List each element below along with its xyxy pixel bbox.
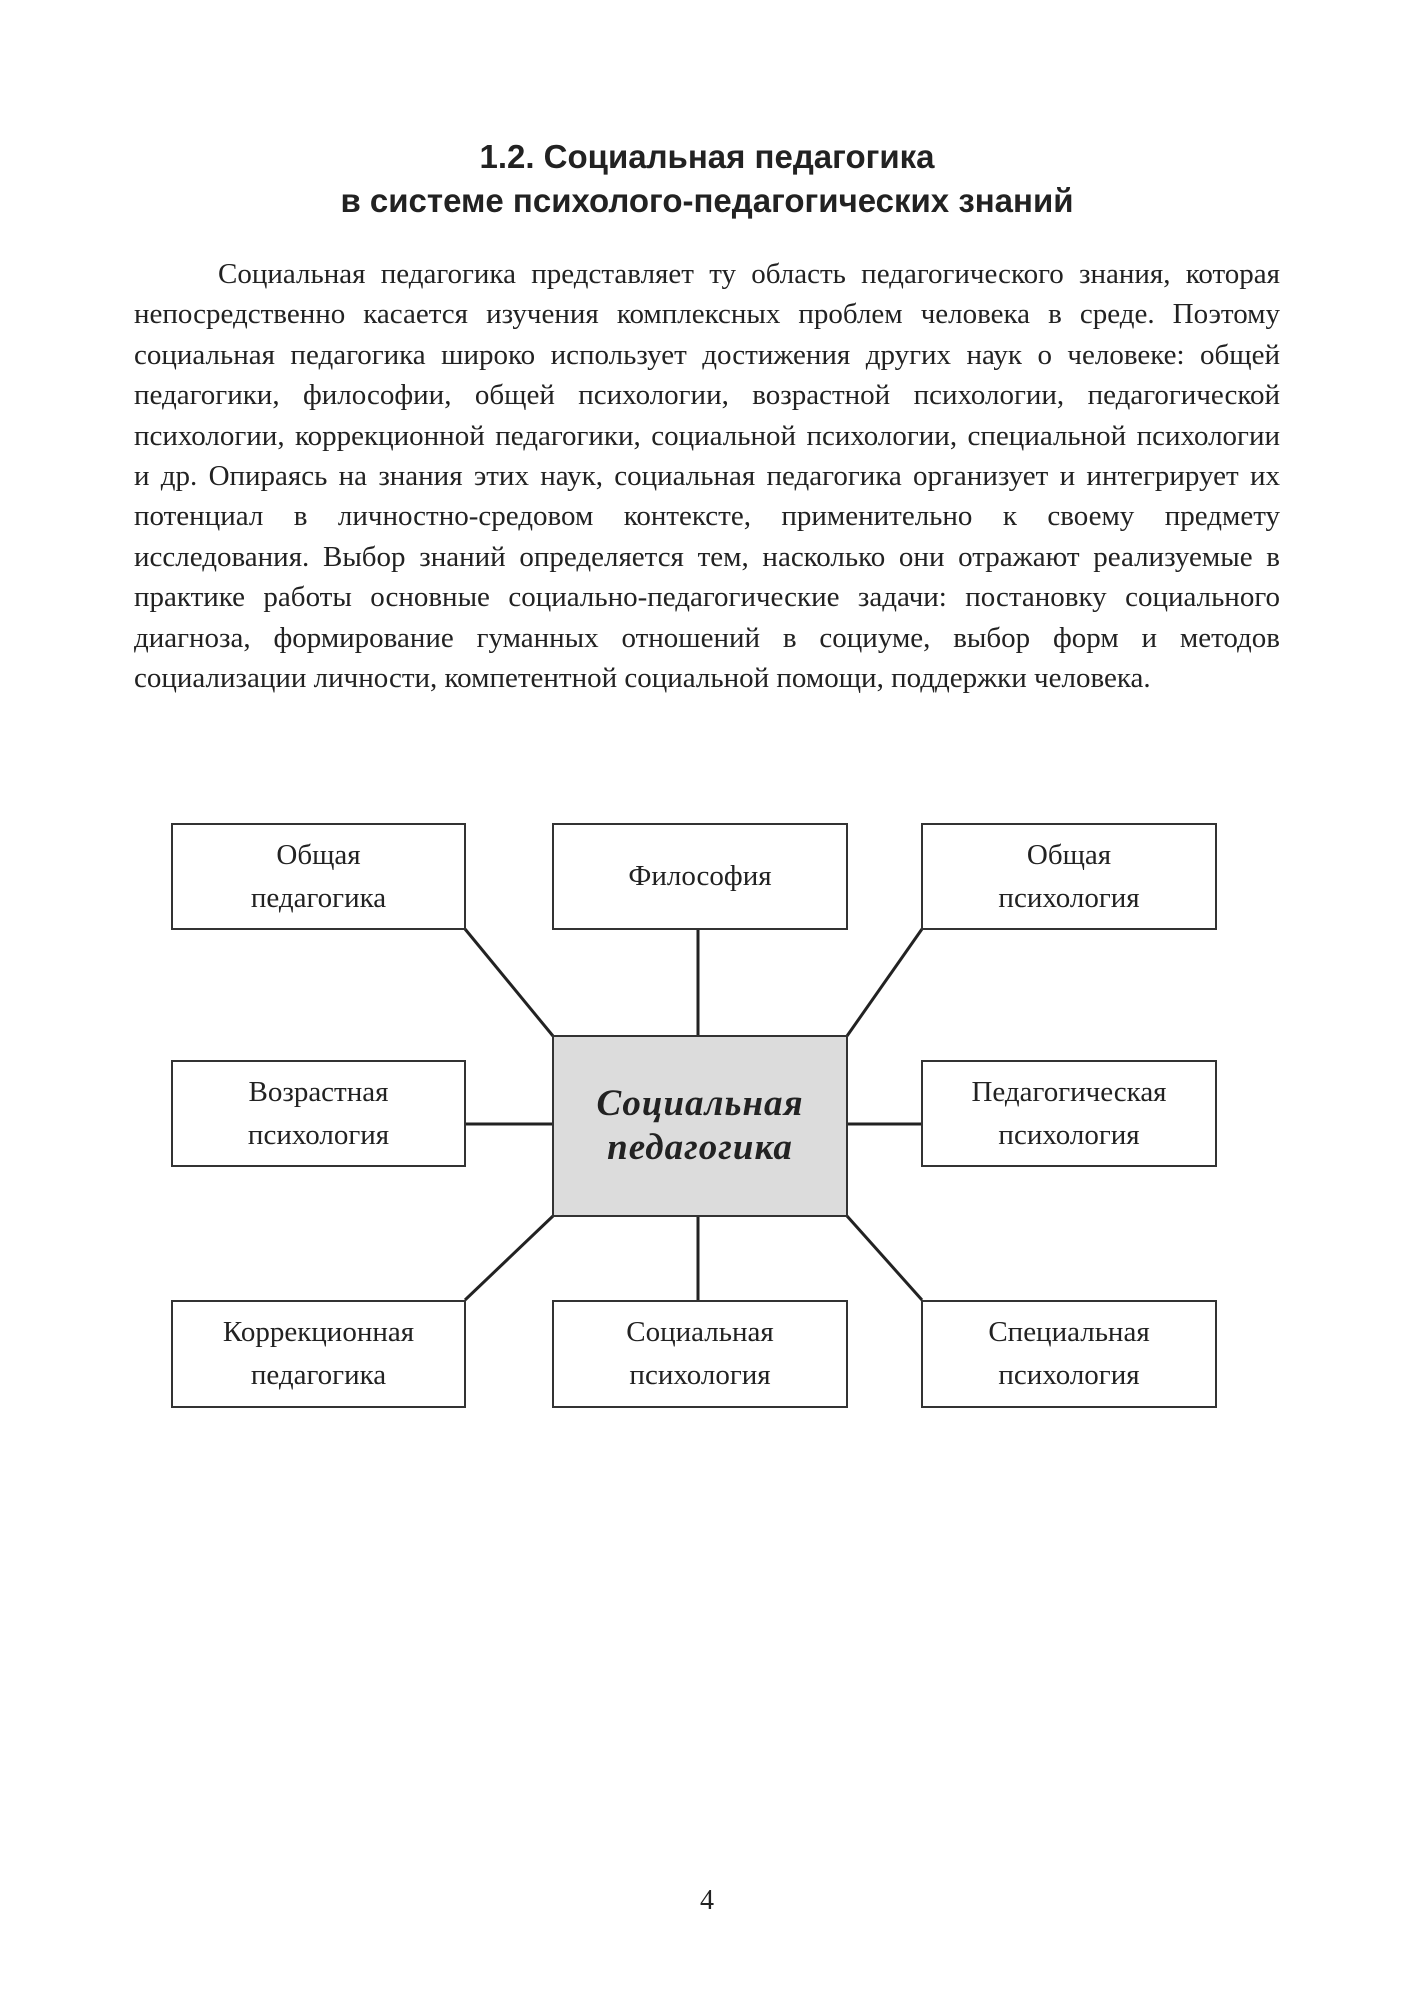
box-special-psychology-line2: психология bbox=[998, 1359, 1140, 1391]
center-line1: Социальная bbox=[596, 1083, 804, 1124]
section-title-line1: 1.2. Социальная педагогика bbox=[479, 138, 935, 175]
section-heading bbox=[0, 135, 1414, 223]
box-pedagogical-psychology-line1: Педагогическая bbox=[971, 1075, 1167, 1108]
connector-top-left bbox=[465, 929, 553, 1036]
box-general-psychology-line2: психология bbox=[998, 881, 1140, 914]
page-number: 4 bbox=[700, 1885, 714, 1916]
box-pedagogical-psychology bbox=[921, 1060, 1217, 1167]
box-special-psychology-line1: Специальная bbox=[988, 1316, 1150, 1348]
box-social-psychology bbox=[552, 1300, 848, 1408]
center-line2: педагогика bbox=[607, 1127, 793, 1168]
box-philosophy-line1: Философия bbox=[628, 860, 772, 892]
connector-bottom-left bbox=[465, 1216, 553, 1300]
box-developmental-psychology bbox=[171, 1060, 466, 1167]
box-general-pedagogy-line2: педагогика bbox=[250, 881, 387, 914]
box-social-pedagogy-center bbox=[552, 1035, 848, 1217]
box-correctional-pedagogy-line2: педагогика bbox=[250, 1359, 387, 1391]
box-general-psychology-line1: Общая bbox=[1026, 838, 1112, 871]
section-title-line2: в системе психолого-педагогических знаний bbox=[340, 182, 1074, 219]
box-general-pedagogy bbox=[171, 823, 466, 930]
box-social-psychology-line1: Социальная bbox=[626, 1316, 774, 1348]
connector-bottom-right bbox=[847, 1216, 922, 1300]
box-general-pedagogy-line1: Общая bbox=[276, 838, 361, 871]
box-correctional-pedagogy-line1: Коррекционная bbox=[222, 1316, 415, 1348]
box-correctional-pedagogy bbox=[171, 1300, 466, 1408]
box-special-psychology bbox=[921, 1300, 1217, 1408]
body-paragraph: Социальная педагогика представляет ту область педагогического знания, которая непосредственно касается изучения комплексных проблем человека в среде. Поэтому социальная педагогика широко использует достижения других наук о человеке: общей педагогики, философии, общей психологии, возрастной психологии, педагогической психологии, коррекционной педагогики, социальной психологии, специальной психологии и др. Опираясь на знания этих наук, социальная педагогика организует и интегрирует их потенциал в личностно-средовом контексте, применительно к своему предмету исследования. Выбор знаний определяется тем, насколько они отражают реализуемые в практике работы основные социально-педагогические задачи: постановку социального диагноза, формирование гуманных отношений в социуме, выбор форм и методов социализации личности, компетентной социальной помощи, поддержки человека. bbox=[134, 258, 1280, 695]
box-developmental-psychology-line1: Возрастная bbox=[248, 1075, 389, 1108]
connector-top-right bbox=[847, 929, 922, 1036]
box-philosophy bbox=[552, 823, 848, 930]
box-developmental-psychology-line2: психология bbox=[247, 1118, 390, 1151]
box-social-psychology-line2: психология bbox=[629, 1359, 771, 1391]
box-pedagogical-psychology-line2: психология bbox=[998, 1118, 1140, 1151]
box-general-psychology bbox=[921, 823, 1217, 930]
